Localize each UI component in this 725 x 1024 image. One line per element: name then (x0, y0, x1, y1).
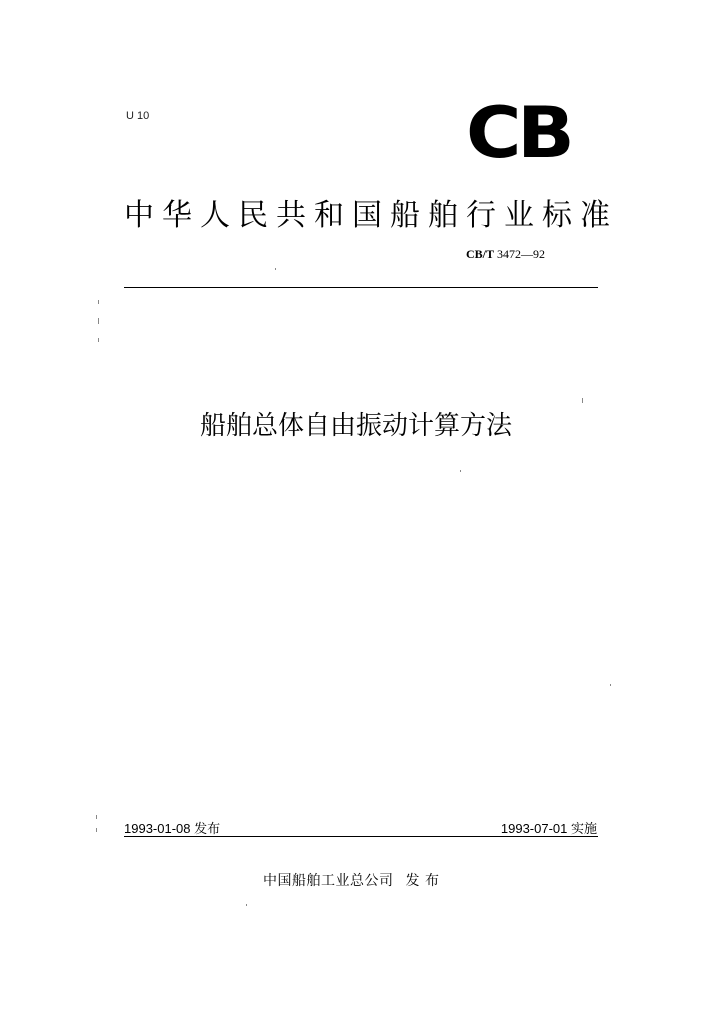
scan-speck (246, 904, 247, 906)
scan-speck (98, 300, 99, 304)
publisher-name: 中国船舶工业总公司 (263, 873, 394, 889)
scan-speck (275, 268, 276, 270)
document-title: 船舶总体自由振动计算方法 (200, 411, 513, 441)
standard-type-heading: 中华人民共和国船舶行业标准 (124, 198, 618, 233)
publish-label: 发 布 (405, 873, 440, 889)
scan-speck (98, 338, 99, 342)
scan-speck (610, 684, 611, 686)
scan-speck (98, 318, 99, 324)
bottom-divider (124, 836, 598, 837)
cb-logo: CB (466, 92, 571, 174)
scan-speck (460, 470, 461, 472)
standard-code-number: 3472—92 (497, 247, 546, 261)
scan-speck (96, 815, 97, 819)
publisher-line (263, 870, 439, 890)
implementation-date: 1993-07-01 实施 (500, 821, 597, 836)
standard-code (466, 247, 545, 262)
issue-date: 1993-01-08 发布 (124, 821, 221, 836)
classification-code: U 10 (126, 110, 150, 122)
scan-speck (96, 828, 97, 832)
top-divider (124, 287, 598, 288)
scan-speck (582, 398, 583, 403)
standard-code-prefix: CB/T (466, 247, 495, 261)
